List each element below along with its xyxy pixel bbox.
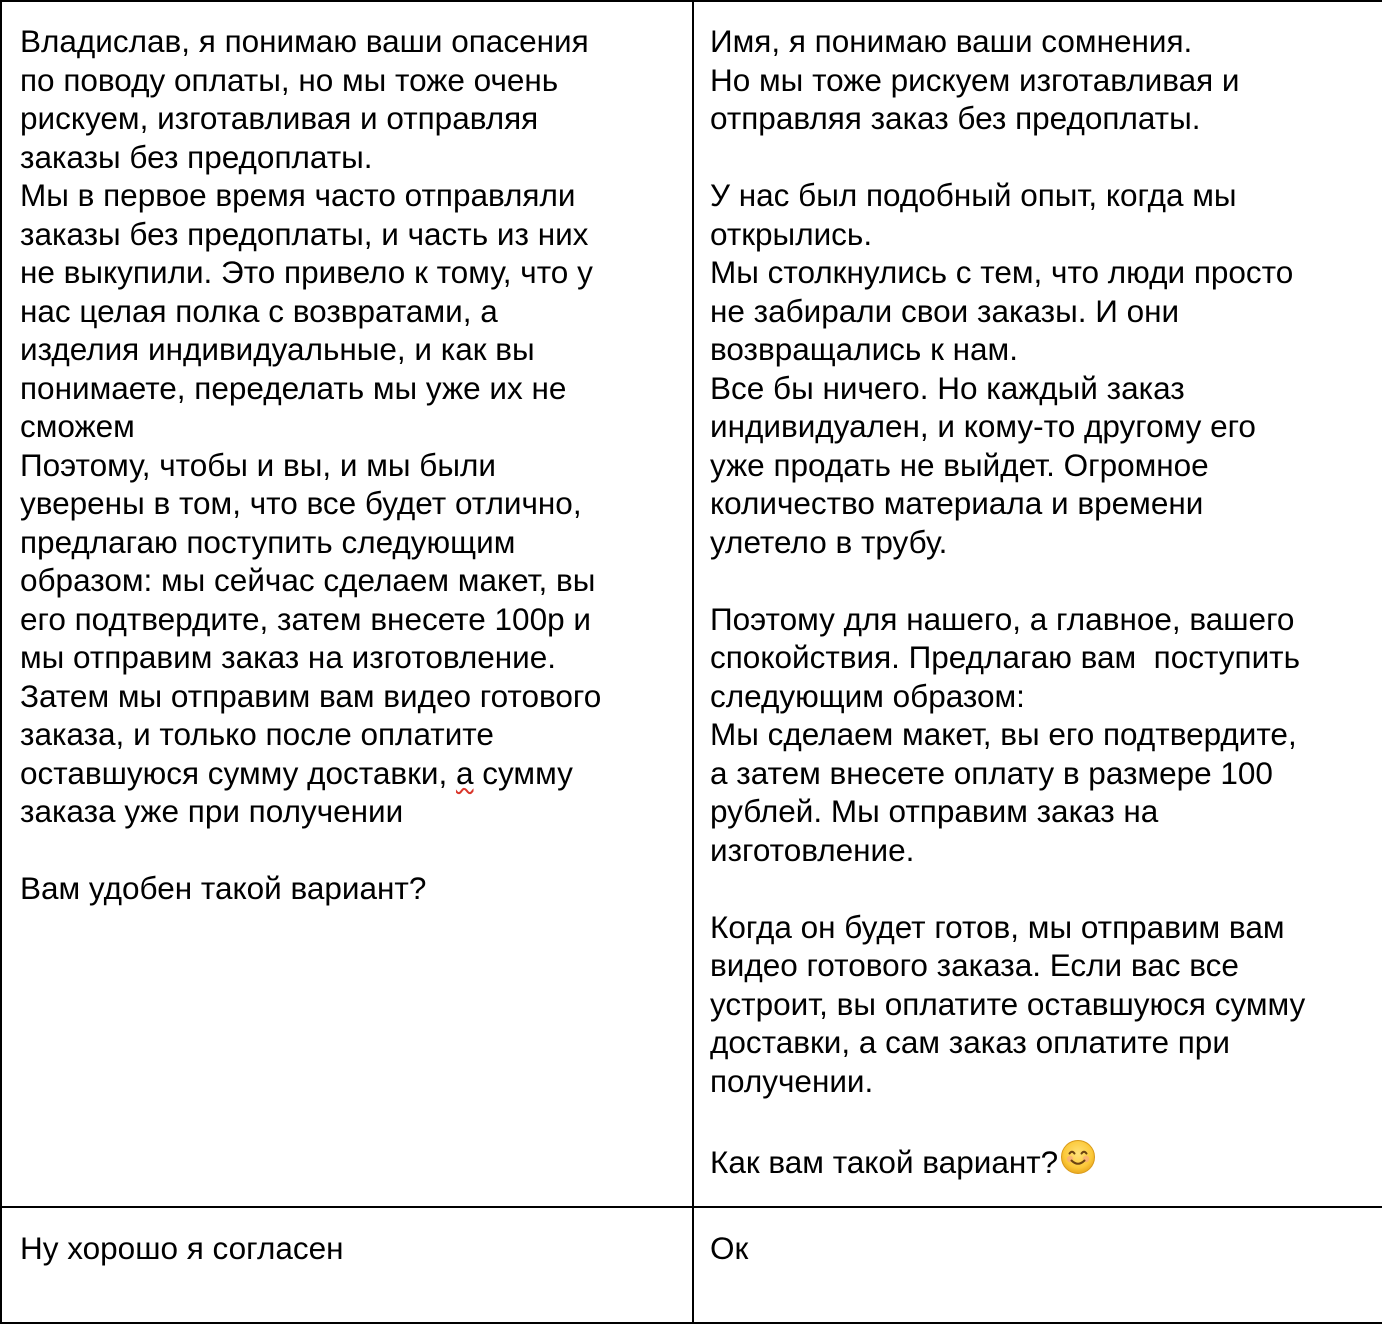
text-line: Владислав, я понимаю ваши опасения xyxy=(20,23,589,59)
spellcheck-underlined-word[interactable]: а xyxy=(455,754,474,791)
text-line: заказа, и только после оплатите xyxy=(20,716,494,752)
text-line: видео готового заказа. Если вас все xyxy=(710,947,1239,983)
right-reply-cell[interactable] xyxy=(693,1,1382,1207)
text-line: Мы столкнулись с тем, что люди просто xyxy=(710,254,1294,290)
text-line: открылись. xyxy=(710,215,873,252)
text-line: уже продать не выйдет. Огромное xyxy=(710,446,1209,483)
text-line: образом: мы сейчас сделаем макет, вы xyxy=(20,562,596,598)
table-row xyxy=(1,1,1382,1207)
blank-line xyxy=(710,138,1372,177)
text-line: его подтвердите, затем внесете 100р и xyxy=(20,600,591,637)
text-line: не выкупили. Это привело к тому, что у xyxy=(20,254,593,290)
text-line: улетело в трубу. xyxy=(710,523,948,560)
text-line: изготовление. xyxy=(710,831,915,868)
text-line: Затем мы отправим вам видео готового xyxy=(20,677,602,714)
text-line: Мы сделаем макет, вы его подтвердите, xyxy=(710,716,1297,752)
text-line: сможем xyxy=(20,408,135,444)
text-line: доставки, а сам заказ оплатите при xyxy=(710,1024,1230,1060)
answer-text: Ну хорошо я согласен xyxy=(20,1230,344,1266)
text-line: не забирали свои заказы. И они xyxy=(710,292,1180,329)
text-line: спокойствия. Предлагаю вам поступить xyxy=(710,639,1301,675)
text-line: а затем внесете оплату в размере 100 xyxy=(710,754,1273,791)
text-line: уверены в том, что все будет отлично, xyxy=(20,485,582,521)
blank-line xyxy=(20,831,682,870)
text-line: заказы без предоплаты, и часть из них xyxy=(20,215,589,252)
table-row xyxy=(1,1207,1382,1323)
question-text: Как вам такой вариант? xyxy=(710,1143,1059,1180)
left-reply-text xyxy=(20,22,682,908)
text-line: возвращались к нам. xyxy=(710,331,1018,367)
text-line: Поэтому, чтобы и вы, и мы были xyxy=(20,446,496,483)
text-line: устроит, вы оплатите оставшуюся сумму xyxy=(710,985,1306,1022)
blank-line xyxy=(710,869,1372,908)
text-line: Когда он будет готов, мы отправим вам xyxy=(710,908,1285,945)
text-line: Но мы тоже рискуем изготавливая и xyxy=(710,61,1240,98)
blank-line xyxy=(710,561,1372,600)
right-answer-cell[interactable] xyxy=(693,1207,1382,1323)
text-line: следующим образом: xyxy=(710,677,1025,714)
text-line-with-spellcheck xyxy=(20,754,682,793)
text-line: Поэтому для нашего, а главное, вашего xyxy=(710,600,1295,637)
answer-text: Ок xyxy=(710,1230,749,1266)
question-line: Вам удобен такой вариант? xyxy=(20,870,427,906)
text-fragment: оставшуюся сумму доставки, xyxy=(20,754,456,791)
text-line: количество материала и времени xyxy=(710,485,1204,521)
text-line: У нас был подобный опыт, когда мы xyxy=(710,177,1237,213)
text-line: отправляя заказ без предоплаты. xyxy=(710,100,1201,136)
question-line xyxy=(710,1139,1372,1184)
blank-line xyxy=(710,1100,1372,1139)
smiling-face-icon xyxy=(1060,1139,1096,1184)
text-line: по поводу оплаты, но мы тоже очень xyxy=(20,61,559,98)
text-line: получении. xyxy=(710,1062,874,1099)
text-line: Все бы ничего. Но каждый заказ xyxy=(710,369,1185,406)
text-line: заказы без предоплаты. xyxy=(20,138,373,175)
smiling-face-icon-svg xyxy=(1060,1139,1096,1175)
text-line: предлагаю поступить следующим xyxy=(20,523,516,560)
text-fragment: сумму xyxy=(473,754,573,791)
text-line: мы отправим заказ на изготовление. xyxy=(20,639,557,675)
text-line: нас целая полка с возвратами, а xyxy=(20,292,498,329)
text-line: изделия индивидуальные, и как вы xyxy=(20,331,535,367)
left-reply-cell[interactable] xyxy=(1,1,693,1207)
right-reply-text xyxy=(710,22,1372,1183)
text-line: рискуем, изготавливая и отправляя xyxy=(20,100,539,136)
text-line: понимаете, переделать мы уже их не xyxy=(20,369,567,406)
text-line: заказа уже при получении xyxy=(20,793,404,829)
text-line: Имя, я понимаю ваши сомнения. xyxy=(710,23,1193,59)
text-line: индивидуален, и кому-то другому его xyxy=(710,408,1256,444)
text-line: рублей. Мы отправим заказ на xyxy=(710,793,1159,829)
text-line: Мы в первое время часто отправляли xyxy=(20,177,576,213)
left-answer-cell[interactable] xyxy=(1,1207,693,1323)
